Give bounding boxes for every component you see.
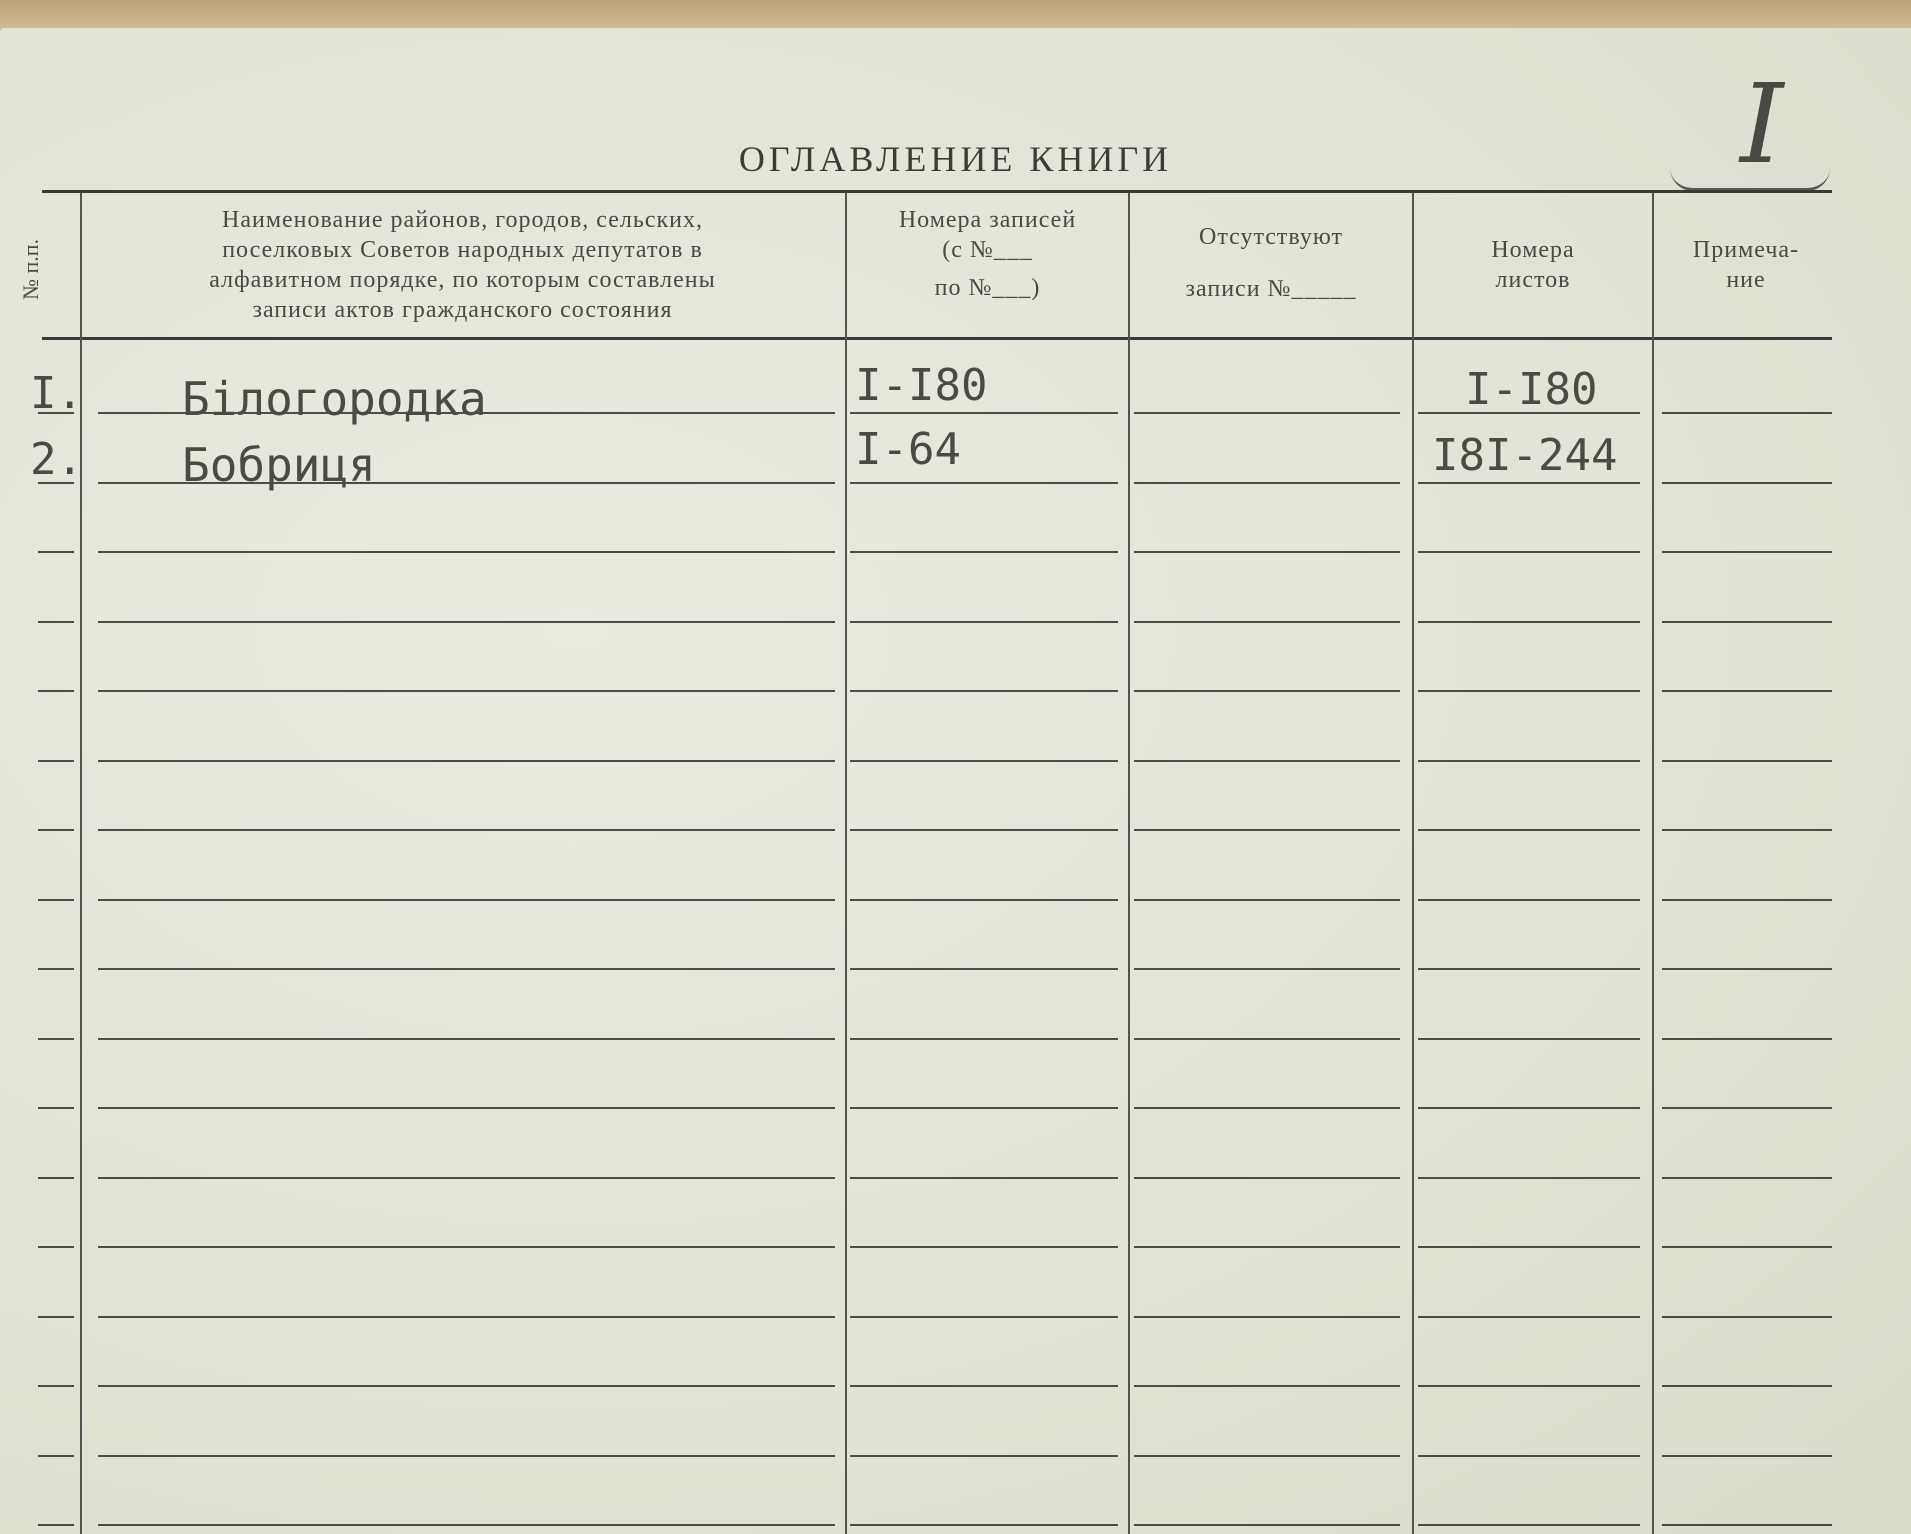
ruled-line bbox=[1134, 412, 1400, 414]
ruled-line bbox=[38, 829, 74, 831]
ruled-line bbox=[850, 412, 1118, 414]
row-1-name: Білогородка bbox=[182, 372, 487, 426]
ruled-line bbox=[1662, 690, 1832, 692]
ruled-line bbox=[1662, 1455, 1832, 1457]
ruled-line bbox=[98, 829, 835, 831]
ruled-line bbox=[1662, 1107, 1832, 1109]
header-name: Наименование районов, городов, сельских, поселковых Советов народных депутатов в алфавитном порядке, по которым составлены записи актов гражданского состояния bbox=[209, 207, 716, 323]
ruled-line bbox=[1662, 1316, 1832, 1318]
ruled-line bbox=[1662, 551, 1832, 553]
ruled-line bbox=[98, 899, 835, 901]
ruled-line bbox=[1662, 1246, 1832, 1248]
ruled-line bbox=[850, 1316, 1118, 1318]
ruled-line bbox=[850, 1455, 1118, 1457]
ruled-line bbox=[98, 1177, 835, 1179]
ruled-line bbox=[38, 1038, 74, 1040]
ruled-line bbox=[38, 1455, 74, 1457]
ruled-line bbox=[38, 968, 74, 970]
ruled-line bbox=[1418, 1246, 1640, 1248]
ruled-line bbox=[38, 1246, 74, 1248]
ruled-line bbox=[850, 1246, 1118, 1248]
ruled-line bbox=[38, 760, 74, 762]
ruled-line bbox=[98, 1455, 835, 1457]
ruled-line bbox=[1418, 690, 1640, 692]
ruled-line bbox=[98, 1038, 835, 1040]
ruled-line bbox=[1134, 760, 1400, 762]
ruled-line bbox=[1418, 968, 1640, 970]
ruled-line bbox=[1418, 1316, 1640, 1318]
ruled-line bbox=[1418, 899, 1640, 901]
header-note: Примеча- ние bbox=[1692, 237, 1800, 293]
ruled-line bbox=[1134, 551, 1400, 553]
row-1-records: I-I80 bbox=[855, 360, 988, 411]
ruled-line bbox=[98, 551, 835, 553]
ruled-line bbox=[850, 551, 1118, 553]
ruled-line bbox=[850, 1107, 1118, 1109]
ruled-line bbox=[1418, 760, 1640, 762]
ruled-line bbox=[1662, 1038, 1832, 1040]
header-number: № п.п. bbox=[18, 238, 43, 300]
ruled-line bbox=[1418, 1385, 1640, 1387]
ruled-line bbox=[1134, 482, 1400, 484]
ruled-line bbox=[38, 899, 74, 901]
ruled-line bbox=[1134, 899, 1400, 901]
column-divider bbox=[1652, 193, 1654, 1534]
ruled-line bbox=[1134, 1246, 1400, 1248]
ruled-line bbox=[1134, 968, 1400, 970]
ruled-line bbox=[1662, 1524, 1832, 1526]
ruled-line bbox=[850, 968, 1118, 970]
ruled-line bbox=[38, 690, 74, 692]
ruled-line bbox=[850, 760, 1118, 762]
ruled-line bbox=[38, 1107, 74, 1109]
ruled-line bbox=[1134, 1316, 1400, 1318]
ruled-line bbox=[38, 1177, 74, 1179]
ruled-line bbox=[1662, 482, 1832, 484]
header-missing: Отсутствуют записи №_____ bbox=[1185, 224, 1357, 302]
ruled-line bbox=[1134, 829, 1400, 831]
ruled-line bbox=[850, 1038, 1118, 1040]
ruled-line bbox=[98, 621, 835, 623]
ruled-line bbox=[850, 1524, 1118, 1526]
ruled-line bbox=[98, 690, 835, 692]
ruled-line bbox=[850, 1385, 1118, 1387]
ruled-line bbox=[1662, 412, 1832, 414]
ruled-line bbox=[1418, 1107, 1640, 1109]
ruled-line bbox=[98, 1246, 835, 1248]
ruled-line bbox=[1418, 1524, 1640, 1526]
ruled-line bbox=[850, 690, 1118, 692]
ruled-line bbox=[1134, 1385, 1400, 1387]
ruled-line bbox=[38, 1316, 74, 1318]
ruled-line bbox=[1134, 1177, 1400, 1179]
row-2-number: 2. bbox=[30, 434, 83, 485]
ruled-line bbox=[1418, 1038, 1640, 1040]
ruled-line bbox=[850, 621, 1118, 623]
row-2-records: I-64 bbox=[855, 424, 961, 475]
ruled-line bbox=[1134, 1524, 1400, 1526]
header-sheets: Номера листов bbox=[1491, 237, 1575, 293]
ruled-line bbox=[1418, 1455, 1640, 1457]
ruled-line bbox=[1134, 1455, 1400, 1457]
ruled-line bbox=[1134, 1107, 1400, 1109]
ruled-line bbox=[38, 1524, 74, 1526]
column-divider bbox=[845, 193, 847, 1534]
ruled-line bbox=[1418, 551, 1640, 553]
header-bottom-rule bbox=[42, 337, 1832, 340]
row-2-name: Бобриця bbox=[182, 438, 376, 492]
ruled-line bbox=[1418, 482, 1640, 484]
row-2-sheets: I8I-244 bbox=[1432, 430, 1618, 481]
row-1-number: I. bbox=[30, 368, 83, 419]
ruled-line bbox=[98, 760, 835, 762]
row-1-sheets: I-I80 bbox=[1465, 364, 1598, 415]
ruled-line bbox=[1662, 760, 1832, 762]
sheet-number: I bbox=[1740, 60, 1784, 188]
ruled-line bbox=[1662, 621, 1832, 623]
ruled-line bbox=[1134, 690, 1400, 692]
column-divider bbox=[1128, 193, 1130, 1534]
ruled-line bbox=[1662, 1177, 1832, 1179]
header-records: Номера записей (с №___ по №___) bbox=[898, 207, 1077, 301]
ruled-line bbox=[98, 1107, 835, 1109]
ruled-line bbox=[1134, 1038, 1400, 1040]
ruled-line bbox=[38, 1385, 74, 1387]
ruled-line bbox=[850, 829, 1118, 831]
table-top-rule bbox=[42, 190, 1832, 193]
column-divider bbox=[1412, 193, 1414, 1534]
page-title: ОГЛАВЛЕНИЕ КНИГИ bbox=[738, 139, 1173, 179]
ruled-line bbox=[850, 1177, 1118, 1179]
ruled-line bbox=[98, 1316, 835, 1318]
ruled-line bbox=[98, 1385, 835, 1387]
ruled-line bbox=[1662, 829, 1832, 831]
ruled-line bbox=[1662, 899, 1832, 901]
ruled-line bbox=[1418, 1177, 1640, 1179]
ruled-line bbox=[98, 1524, 835, 1526]
ruled-line bbox=[1418, 621, 1640, 623]
ruled-line bbox=[1418, 829, 1640, 831]
ruled-line bbox=[850, 899, 1118, 901]
ruled-line bbox=[850, 482, 1118, 484]
ruled-line bbox=[98, 968, 835, 970]
ruled-line bbox=[38, 621, 74, 623]
ruled-line bbox=[38, 551, 74, 553]
ruled-line bbox=[1662, 968, 1832, 970]
ruled-line bbox=[1134, 621, 1400, 623]
ruled-line bbox=[1662, 1385, 1832, 1387]
